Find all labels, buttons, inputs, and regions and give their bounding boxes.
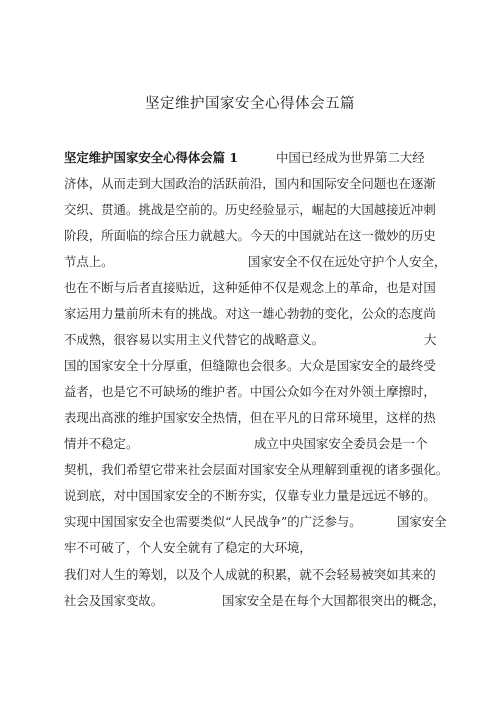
- body-line-text-continued: 中国已经成为世界第二大经: [276, 150, 425, 165]
- body-line: [64, 176, 454, 192]
- body-line-text: 表现出高涨的维护国家安全热情，但在平凡的日常环境里，这样的热: [64, 410, 436, 425]
- body-line-text-continued: 国家安全: [397, 514, 447, 529]
- body-line-text: 家运用力量前所未有的挑战。对这一雄心勃勃的变化，公众的态度尚: [64, 306, 436, 321]
- body-line: [64, 228, 454, 244]
- body-line: [64, 358, 454, 374]
- body-line-text: 实现中国国家安全也需要类似“人民战争”的广泛参与。: [64, 514, 362, 529]
- body-line: [64, 202, 454, 218]
- body-line: [64, 514, 464, 530]
- body-line-text: 我们对人生的筹划，以及个人成就的积累，就不会轻易被突如其来的: [64, 567, 436, 582]
- body-line-text: 情并不稳定。: [64, 436, 139, 451]
- document-title: 坚定维护国家安全心得体会五篇: [145, 96, 355, 112]
- body-line: [64, 280, 454, 296]
- body-line: [64, 462, 454, 478]
- body-line: [64, 384, 454, 400]
- body-line-text-continued: 大: [424, 332, 437, 347]
- body-line: [64, 306, 454, 322]
- body-line: [64, 488, 454, 504]
- body-line-text: 契机，我们希望它带来社会层面对国家安全从理解到重视的诸多强化。: [64, 462, 449, 477]
- body-line-text: 坚定维护国家安全心得体会篇 1: [64, 150, 239, 165]
- body-line-text-continued: 成立中央国家安全委员会是一个: [254, 436, 428, 451]
- body-line-text-continued: 国家安全不仅在远处守护个人安全，: [248, 254, 447, 269]
- body-line: [64, 567, 454, 583]
- body-line: [64, 540, 454, 556]
- body-line-text: 益者，也是它不可缺场的维护者。中国公众如今在对外领土摩擦时，: [64, 384, 436, 399]
- body-line: [64, 410, 454, 426]
- body-line: [64, 150, 464, 166]
- body-line-text: 济体，从而走到大国政治的活跃前沿，国内和国际安全问题也在逐渐: [64, 176, 436, 191]
- body-line: [64, 436, 464, 452]
- body-line-text: 国的国家安全十分厚重，但缝隙也会很多。大众是国家安全的最终受: [64, 358, 436, 373]
- body-line: [64, 332, 464, 348]
- body-line: [64, 593, 464, 609]
- body-line-text: 不成熟，很容易以实用主义代替它的战略意义。: [64, 332, 325, 347]
- body-line-text: 也在不断与后者直接贴近，这种延伸不仅是观念上的革命，也是对国: [64, 280, 436, 295]
- body-line-text: 社会及国家变故。: [64, 593, 164, 608]
- body-line: [64, 254, 464, 270]
- body-line-text: 交织、贯通。挑战是空前的。历史经验显示，崛起的大国越接近冲刺: [64, 202, 436, 217]
- body-line-text-continued: 国家安全是在每个大国都很突出的概念，: [222, 593, 446, 608]
- body-line-text: 节点上。: [64, 254, 114, 269]
- body-line-text: 说到底，对中国国家安全的不断夯实，仅靠专业力量是远远不够的。: [64, 488, 436, 503]
- body-line-text: 阶段，所面临的综合压力就越大。今天的中国就站在这一微妙的历史: [64, 228, 436, 243]
- body-line-text: 牢不可破了，个人安全就有了稳定的大环境，: [64, 540, 312, 555]
